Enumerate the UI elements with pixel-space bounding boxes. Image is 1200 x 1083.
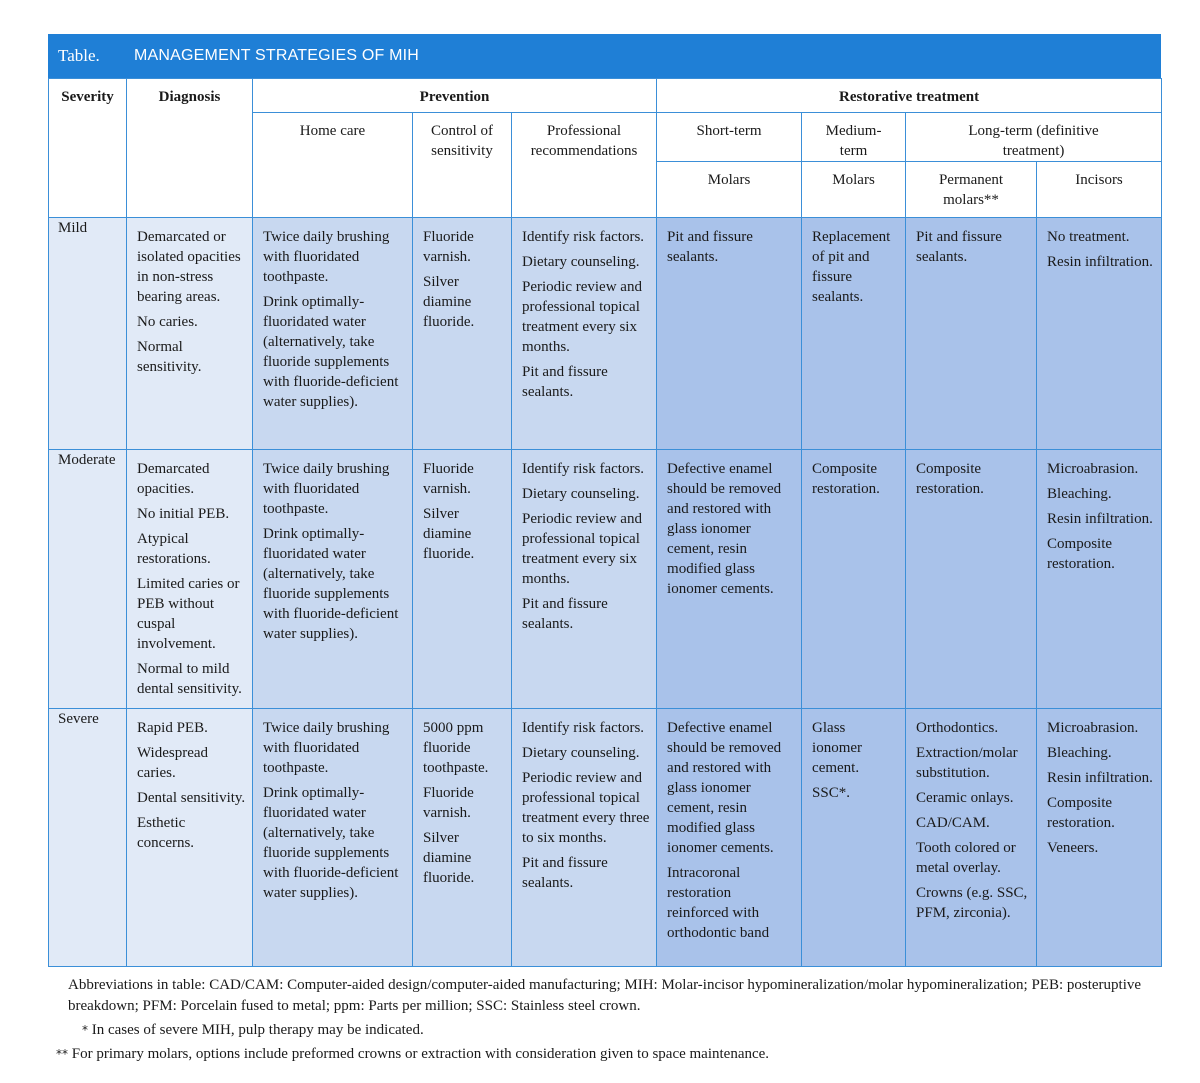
- cell-item: Glass ionomer cement.: [812, 720, 863, 776]
- cell-item: Silver diamine fluoride.: [423, 274, 475, 330]
- footnote-double-star-text: For primary molars, options include preformed crowns or extraction with consideration given to space maintenance.: [71, 1046, 770, 1062]
- header-home-care: Home care: [253, 113, 413, 218]
- cell-item: Dietary counseling.: [522, 254, 640, 270]
- cell-item: Extraction/molar substitution.: [916, 745, 1018, 781]
- cell-item: Orthodontics.: [916, 720, 999, 736]
- short-term-cell: [657, 218, 802, 450]
- cell-item: Bleaching.: [1047, 486, 1112, 502]
- cell-item: Drink optimally-fluoridated water (alternatively, take fluoride supplements with fluoride-deficient water supplies).: [263, 785, 399, 901]
- cell-item: Atypical restorations.: [137, 531, 211, 567]
- cell-item: Twice daily brushing with fluoridated toothpaste.: [263, 461, 390, 517]
- control-cell: [413, 218, 512, 450]
- cell-item: Limited caries or PEB without cuspal involvement.: [137, 576, 240, 652]
- table-label: Table.: [58, 46, 100, 65]
- cell-item: Veneers.: [1047, 840, 1099, 856]
- cell-item: SSC*.: [812, 785, 850, 801]
- diagnosis-cell: [127, 218, 253, 450]
- cell-item: Dental sensitivity.: [137, 790, 246, 806]
- cell-item: Resin infiltration.: [1047, 511, 1153, 527]
- professional-cell: [512, 709, 657, 967]
- cell-item: Twice daily brushing with fluoridated toothpaste.: [263, 229, 390, 285]
- cell-item: Bleaching.: [1047, 745, 1112, 761]
- cell-item: Periodic review and professional topical treatment every three to six months.: [522, 770, 650, 846]
- incisors-cell: [1037, 709, 1162, 967]
- cell-item: Microabrasion.: [1047, 720, 1139, 736]
- header-short-term: Short-term: [657, 113, 802, 162]
- incisors-cell: [1037, 450, 1162, 709]
- perm-molars-cell: [906, 218, 1037, 450]
- short-term-cell: [657, 709, 802, 967]
- header-prevention: Prevention: [253, 79, 657, 113]
- header-permanent-molars: Permanent molars**: [906, 162, 1037, 218]
- perm-molars-cell: [906, 709, 1037, 967]
- table-body: [49, 218, 1162, 967]
- cell-item: Defective enamel should be removed and restored with glass ionomer cement, resin modified glass ionomer cements.: [667, 461, 782, 597]
- cell-item: Tooth colored or metal overlay.: [916, 840, 1016, 876]
- cell-item: Drink optimally-fluoridated water (alternatively, take fluoride supplements with fluoride-deficient water supplies).: [263, 294, 399, 410]
- cell-item: Pit and fissure sealants.: [916, 229, 1002, 265]
- table-footnotes: [56, 975, 1148, 1068]
- incisors-cell: [1037, 218, 1162, 450]
- cell-item: Resin infiltration.: [1047, 254, 1153, 270]
- cell-item: Identify risk factors.: [522, 720, 645, 736]
- professional-cell: [512, 218, 657, 450]
- cell-item: Defective enamel should be removed and restored with glass ionomer cement, resin modified glass ionomer cements.: [667, 720, 782, 856]
- footnote-single-star: [68, 1020, 1148, 1041]
- cell-item: Normal to mild dental sensitivity.: [137, 661, 242, 697]
- cell-item: Demarcated opacities.: [137, 461, 210, 497]
- cell-item: Silver diamine fluoride.: [423, 830, 475, 886]
- cell-item: Widespread caries.: [137, 745, 209, 781]
- header-professional: Professional recommendations: [512, 113, 657, 218]
- cell-item: Resin infiltration.: [1047, 770, 1153, 786]
- header-severity: Severity: [49, 79, 127, 218]
- cell-item: Twice daily brushing with fluoridated toothpaste.: [263, 720, 390, 776]
- cell-item: Demarcated or isolated opacities in non-stress bearing areas.: [137, 229, 241, 305]
- cell-item: No initial PEB.: [137, 506, 230, 522]
- severity-cell: Severe: [49, 709, 127, 967]
- control-cell: [413, 450, 512, 709]
- header-restorative: Restorative treatment: [657, 79, 1162, 113]
- header-incisors: Incisors: [1037, 162, 1162, 218]
- double-asterisk-mark: **: [56, 1047, 68, 1061]
- cell-item: Composite restoration.: [1047, 536, 1115, 572]
- cell-item: Composite restoration.: [812, 461, 880, 497]
- home-care-cell: [253, 709, 413, 967]
- cell-item: Ceramic onlays.: [916, 790, 1014, 806]
- medium-term-cell: [802, 450, 906, 709]
- header-control-sensitivity: Control of sensitivity: [413, 113, 512, 218]
- cell-item: Identify risk factors.: [522, 229, 645, 245]
- cell-item: Identify risk factors.: [522, 461, 645, 477]
- cell-item: Periodic review and professional topical treatment every six months.: [522, 511, 642, 587]
- cell-item: No caries.: [137, 314, 198, 330]
- table-row: [49, 218, 1162, 450]
- control-cell: [413, 709, 512, 967]
- cell-item: Replacement of pit and fissure sealants.: [812, 229, 891, 305]
- diagnosis-cell: [127, 709, 253, 967]
- footnote-double-star: [56, 1044, 1148, 1065]
- table-row: [49, 450, 1162, 709]
- cell-item: Fluoride varnish.: [423, 461, 474, 497]
- home-care-cell: [253, 218, 413, 450]
- cell-item: Rapid PEB.: [137, 720, 208, 736]
- cell-item: Periodic review and professional topical treatment every six months.: [522, 279, 642, 355]
- medium-term-cell: [802, 218, 906, 450]
- cell-item: Fluoride varnish.: [423, 229, 474, 265]
- header-diagnosis: Diagnosis: [127, 79, 253, 218]
- cell-item: Dietary counseling.: [522, 745, 640, 761]
- cell-item: Fluoride varnish.: [423, 785, 474, 821]
- header-long-term: Long-term (definitive treatment): [906, 113, 1162, 162]
- cell-item: Esthetic concerns.: [137, 815, 195, 851]
- cell-item: Dietary counseling.: [522, 486, 640, 502]
- table-title-bar: [48, 34, 1161, 78]
- professional-cell: [512, 450, 657, 709]
- cell-item: Silver diamine fluoride.: [423, 506, 475, 562]
- diagnosis-cell: [127, 450, 253, 709]
- cell-item: Intracoronal restoration reinforced with orthodontic band: [667, 865, 770, 941]
- abbreviations-note: Abbreviations in table: CAD/CAM: Computer-aided design/computer-aided manufacturing; MIH: Molar-incisor hypomineralization/molar hypomineralization; PEB: posteruptive breakdown; PFM: Porcelain fused to metal; ppm: Parts per million; SSC: Stainless steel crown.: [68, 977, 1142, 1014]
- header-molars-medium: Molars: [802, 162, 906, 218]
- cell-item: Pit and fissure sealants.: [522, 364, 608, 400]
- header-molars-short: Molars: [657, 162, 802, 218]
- cell-item: Drink optimally-fluoridated water (alternatively, take fluoride supplements with fluoride-deficient water supplies).: [263, 526, 399, 642]
- table-title: MANAGEMENT STRATEGIES OF MIH: [134, 47, 420, 64]
- cell-item: No treatment.: [1047, 229, 1130, 245]
- cell-item: Composite restoration.: [916, 461, 984, 497]
- header-medium-term: Medium-term: [802, 113, 906, 162]
- cell-item: Crowns (e.g. SSC, PFM, zirconia).: [916, 885, 1028, 921]
- severity-cell: Mild: [49, 218, 127, 450]
- cell-item: Normal sensitivity.: [137, 339, 202, 375]
- footnote-single-star-text: In cases of severe MIH, pulp therapy may be indicated.: [91, 1022, 424, 1038]
- table-row: [49, 709, 1162, 967]
- short-term-cell: [657, 450, 802, 709]
- cell-item: Pit and fissure sealants.: [522, 596, 608, 632]
- mih-management-table: [48, 78, 1162, 967]
- medium-term-cell: [802, 709, 906, 967]
- cell-item: Pit and fissure sealants.: [522, 855, 608, 891]
- severity-cell: Moderate: [49, 450, 127, 709]
- home-care-cell: [253, 450, 413, 709]
- cell-item: CAD/CAM.: [916, 815, 990, 831]
- cell-item: Composite restoration.: [1047, 795, 1115, 831]
- cell-item: Microabrasion.: [1047, 461, 1139, 477]
- perm-molars-cell: [906, 450, 1037, 709]
- cell-item: Pit and fissure sealants.: [667, 229, 753, 265]
- asterisk-mark: *: [82, 1023, 88, 1037]
- cell-item: 5000 ppm fluoride toothpaste.: [423, 720, 489, 776]
